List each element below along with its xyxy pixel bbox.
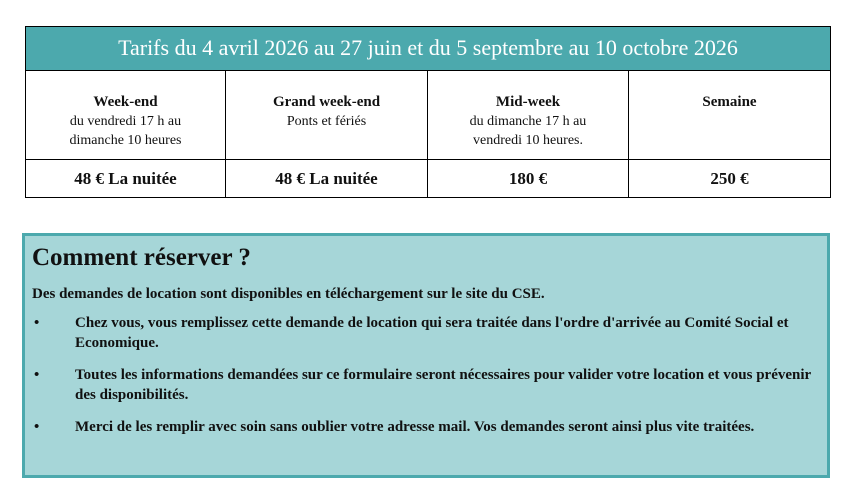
- reservation-list: [32, 313, 817, 437]
- col-desc-line: du vendredi 17 h au: [69, 114, 182, 129]
- list-item-text: Chez vous, vous remplissez cette demande de location qui sera traitée dans l'ordre d'arrivée au Comité Social et Economique.: [75, 315, 789, 351]
- col-title: Week-end: [93, 94, 158, 110]
- col-desc-line: du dimanche 17 h au: [469, 114, 587, 129]
- col-grand-week-end: [226, 71, 428, 159]
- list-item-text: Merci de les remplir avec soin sans oublier votre adresse mail. Vos demandes seront ainsi plus vite traitées.: [75, 419, 755, 435]
- list-item: [32, 313, 817, 353]
- tarifs-header: Tarifs du 4 avril 2026 au 27 juin et du 5 septembre au 10 octobre 2026: [26, 27, 830, 71]
- reservation-panel: [22, 233, 830, 478]
- col-mid-week: [428, 71, 629, 159]
- col-desc-line: vendredi 10 heures.: [472, 133, 584, 148]
- price-cell: 48 € La nuitée: [26, 160, 226, 197]
- list-item-text: Toutes les informations demandées sur ce formulaire seront nécessaires pour valider votre location et vous prévenir des disponibilités.: [75, 367, 811, 403]
- col-semaine: [629, 71, 830, 159]
- col-title: Semaine: [702, 94, 757, 110]
- col-title: Mid-week: [495, 94, 561, 110]
- col-desc-line: dimanche 10 heures: [69, 133, 182, 148]
- price-cell: 180 €: [428, 160, 629, 197]
- price-cell: 48 € La nuitée: [226, 160, 428, 197]
- bullet-icon: •: [34, 419, 40, 435]
- tarifs-price-row: [26, 160, 830, 197]
- bullet-icon: •: [34, 367, 40, 383]
- col-title: Grand week-end: [272, 94, 381, 110]
- tarifs-table: [25, 26, 831, 198]
- reservation-intro: Des demandes de location sont disponibles en téléchargement sur le site du CSE.: [32, 286, 545, 302]
- tarifs-head-row: [26, 71, 830, 160]
- col-week-end: [26, 71, 226, 159]
- list-item: [32, 417, 817, 437]
- bullet-icon: •: [34, 315, 40, 331]
- list-item: [32, 365, 817, 405]
- reservation-title: Comment réserver ?: [32, 244, 251, 271]
- price-cell: 250 €: [710, 169, 749, 188]
- col-desc-line: Ponts et fériés: [286, 114, 367, 129]
